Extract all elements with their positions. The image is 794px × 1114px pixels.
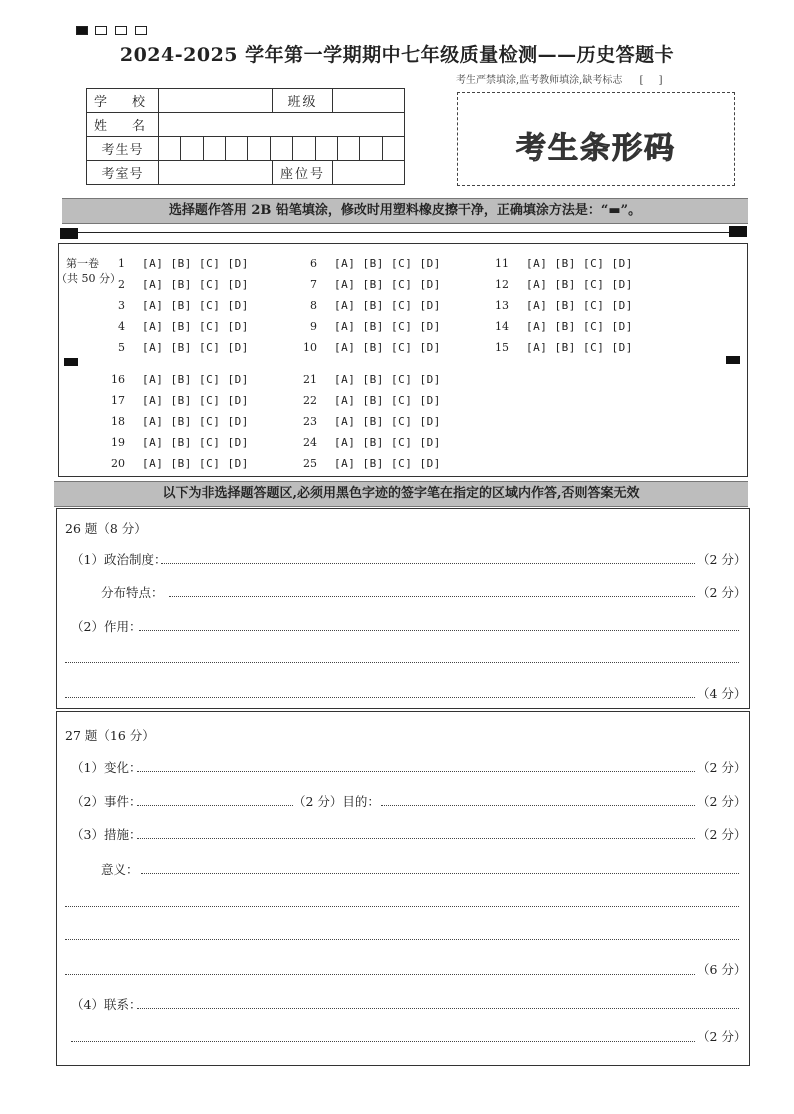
q26-p2-score: （4 分） [697,686,747,701]
student-info-table [86,88,405,185]
q27-p2-score: （2 分） [697,794,747,809]
q27-p2-label: （2）事件： [71,794,142,809]
mc-question-number: 9 [310,320,317,333]
mc-answer-options[interactable]: [A] [B] [C] [D] [142,373,249,386]
q27-p4-score: （2 分） [697,1029,747,1044]
corner-marker-3 [135,26,147,35]
mc-answer-options[interactable]: [A] [B] [C] [D] [334,373,441,386]
q27-p3b-label: 意义： [101,862,139,877]
school-label: 学 校 [87,89,159,113]
mc-question-number: 5 [118,341,125,354]
q27-p2-purpose-line[interactable] [381,805,695,806]
q26-p2-label: （2）作用： [71,619,142,634]
mc-question-number: 13 [495,299,509,312]
mc-question-number: 8 [310,299,317,312]
mc-answer-options[interactable]: [A] [B] [C] [D] [142,278,249,291]
page-title: 2024-2025 学年第一学期期中七年级质量检测——历史答题卡 [119,44,675,66]
q26-p1b-score: （2 分） [697,585,747,600]
room-label: 考室号 [87,161,159,185]
mc-question-number: 23 [303,415,317,428]
seat-field[interactable] [333,161,405,185]
q27-p3b-line-1[interactable] [141,873,739,874]
mc-question-number: 16 [111,373,125,386]
mc-question-number: 14 [495,320,509,333]
timing-marker-mid-left [64,358,78,366]
q27-p4-line-2[interactable] [71,1041,695,1042]
mc-answer-options[interactable]: [A] [B] [C] [D] [142,341,249,354]
non-choice-instruction-banner: 以下为非选择题答题区,必须用黑色字迹的签字笔在指定的区域内作答,否则答案无效 [54,481,748,507]
divider-line [78,232,729,233]
timing-marker-mid-right [726,356,740,364]
q27-p2-mid: （2 分）目的： [293,794,380,809]
mc-answer-options[interactable]: [A] [B] [C] [D] [142,299,249,312]
mc-question-number: 10 [303,341,317,354]
mc-question-number: 11 [495,257,509,270]
exam-id-label: 考生号 [87,137,159,161]
barcode-label: 考生条形码 [516,131,676,166]
q26-p1b-label: 分布特点： [101,585,164,600]
q27-p1-line[interactable] [137,771,695,772]
q26-p2-line-3[interactable] [65,697,695,698]
mc-question-number: 21 [303,373,317,386]
mc-answer-options[interactable]: [A] [B] [C] [D] [334,394,441,407]
q27-p3b-line-4[interactable] [65,974,695,975]
mc-answer-options[interactable]: [A] [B] [C] [D] [334,436,441,449]
mc-question-number: 2 [118,278,125,291]
mc-answer-options[interactable]: [A] [B] [C] [D] [142,320,249,333]
q27-p3b-line-3[interactable] [65,939,739,940]
mc-section-points: （共 50 分） [56,272,121,285]
q26-p2-line-1[interactable] [139,630,739,631]
mc-question-number: 17 [111,394,125,407]
mc-answer-options[interactable]: [A] [B] [C] [D] [334,415,441,428]
q27-title: 27 题（16 分） [65,728,155,743]
mc-answer-options[interactable]: [A] [B] [C] [D] [334,320,441,333]
absent-checkbox[interactable]: [ ] [639,75,669,86]
mc-question-number: 20 [111,457,125,470]
mc-question-number: 6 [310,257,317,270]
class-field[interactable] [333,89,405,113]
corner-marker-1 [95,26,107,35]
q27-p1-label: （1）变化： [71,760,142,775]
mc-answer-options[interactable]: [A] [B] [C] [D] [526,320,633,333]
mc-answer-options[interactable]: [A] [B] [C] [D] [526,299,633,312]
name-field[interactable] [159,113,405,137]
mc-answer-options[interactable]: [A] [B] [C] [D] [142,457,249,470]
mc-answer-options[interactable]: [A] [B] [C] [D] [526,257,633,270]
mc-question-number: 25 [303,457,317,470]
mc-question-number: 24 [303,436,317,449]
q26-p1-line[interactable] [161,563,695,564]
mc-question-number: 12 [495,278,509,291]
absent-note-text: 考生严禁填涂,监考教师填涂,缺考标志 [456,75,623,86]
absent-note [456,71,669,86]
mc-answer-options[interactable]: [A] [B] [C] [D] [142,436,249,449]
mc-answer-options[interactable]: [A] [B] [C] [D] [334,278,441,291]
q26-p2-line-2[interactable] [65,662,739,663]
mc-answer-options[interactable]: [A] [B] [C] [D] [334,341,441,354]
timing-marker-right [729,226,747,237]
corner-marker-filled [76,26,88,35]
q27-p3-score: （2 分） [697,827,747,842]
timing-marker-left [60,228,78,239]
q26-p1-label: （1）政治制度： [71,552,167,567]
mc-answer-options[interactable]: [A] [B] [C] [D] [334,299,441,312]
class-label: 班级 [273,89,333,113]
q26-p1b-line[interactable] [169,596,695,597]
mc-question-number: 7 [310,278,317,291]
mc-section-label: 第一卷 [66,257,99,270]
mc-answer-options[interactable]: [A] [B] [C] [D] [334,257,441,270]
q27-p2-event-line[interactable] [137,805,293,806]
mc-answer-options[interactable]: [A] [B] [C] [D] [142,257,249,270]
corner-marker-2 [115,26,127,35]
q27-p4-label: （4）联系： [71,997,142,1012]
mc-answer-options[interactable]: [A] [B] [C] [D] [526,278,633,291]
mc-question-number: 4 [118,320,125,333]
q27-p3-line[interactable] [137,838,695,839]
q26-p1-score: （2 分） [697,552,747,567]
q26-answer-area [56,508,750,709]
barcode-area [457,92,735,186]
room-field[interactable] [159,161,273,185]
q27-answer-area [56,711,750,1066]
mc-question-number: 18 [111,415,125,428]
q27-p3-label: （3）措施： [71,827,142,842]
q27-p4-line-1[interactable] [137,1008,739,1009]
mc-question-number: 1 [118,257,125,270]
mc-question-number: 22 [303,394,317,407]
q27-p3b-score: （6 分） [697,962,747,977]
mc-answer-options[interactable]: [A] [B] [C] [D] [334,457,441,470]
name-label: 姓 名 [87,113,159,137]
exam-id-field[interactable] [159,137,405,161]
q26-title: 26 题（8 分） [65,521,147,536]
mc-question-number: 19 [111,436,125,449]
mc-answer-options[interactable]: [A] [B] [C] [D] [142,394,249,407]
school-field[interactable] [159,89,273,113]
mc-question-number: 3 [118,299,125,312]
q27-p3b-line-2[interactable] [65,906,739,907]
mc-answer-options[interactable]: [A] [B] [C] [D] [142,415,249,428]
fill-instruction-banner: 选择题作答用 2B 铅笔填涂，修改时用塑料橡皮擦干净，正确填涂方法是：“▬”。 [62,198,748,224]
seat-label: 座位号 [273,161,333,185]
mc-question-number: 15 [495,341,509,354]
mc-answer-options[interactable]: [A] [B] [C] [D] [526,341,633,354]
q27-p1-score: （2 分） [697,760,747,775]
